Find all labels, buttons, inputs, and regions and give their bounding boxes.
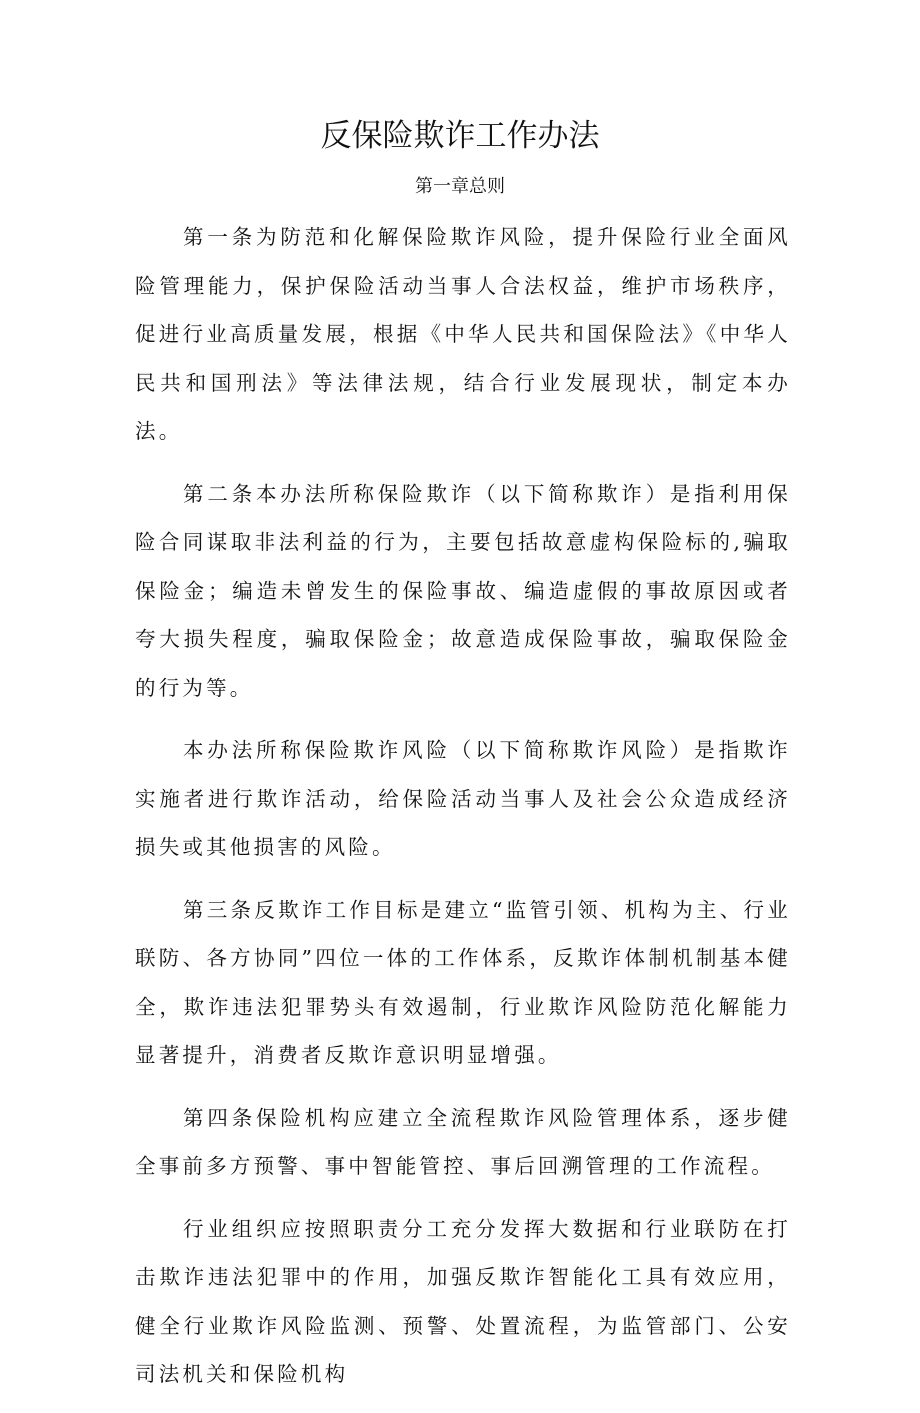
- chapter-heading: 第一章总则: [415, 176, 505, 197]
- paragraph-industry-organizations: 行业组织应按照职责分工充分发挥大数据和行业联防在打击欺诈违法犯罪中的作用，加强反欺诈智能化工具有效应用，健全行业欺诈风险监测、预警、处置流程，为监管部门、公安司法机关和保险机构: [135, 1216, 791, 1386]
- paragraph-article-3: 第三条反欺诈工作目标是建立“监管引领、机构为主、行业联防、各方协同”四位一体的工作体系，反欺诈体制机制基本健全，欺诈违法犯罪势头有效遏制，行业欺诈风险防范化解能力显著提升，消费者反欺诈意识明显增强。: [135, 897, 791, 1067]
- paragraph-article-2: 第二条本办法所称保险欺诈（以下简称欺诈）是指利用保险合同谋取非法利益的行为，主要包括故意虚构保险标的,骗取保险金；编造未曾发生的保险事故、编造虚假的事故原因或者夸大损失程度，骗取保险金；故意造成保险事故，骗取保险金的行为等。: [135, 481, 791, 700]
- paragraph-article-4: 第四条保险机构应建立全流程欺诈风险管理体系，逐步健全事前多方预警、事中智能管控、事后回溯管理的工作流程。: [135, 1105, 791, 1178]
- paragraph-article-2-risk: 本办法所称保险欺诈风险（以下简称欺诈风险）是指欺诈实施者进行欺诈活动，给保险活动当事人及社会公众造成经济损失或其他损害的风险。: [135, 738, 791, 859]
- document-body: [135, 213, 791, 1413]
- paragraph-article-1: 第一条为防范和化解保险欺诈风险，提升保险行业全面风险管理能力，保护保险活动当事人合法权益，维护市场秩序，促进行业高质量发展，根据《中华人民共和国保险法》《中华人民共和国刑法》等法律法规，结合行业发展现状，制定本办法。: [135, 225, 791, 443]
- document-title: 反保险欺诈工作办法: [320, 118, 600, 154]
